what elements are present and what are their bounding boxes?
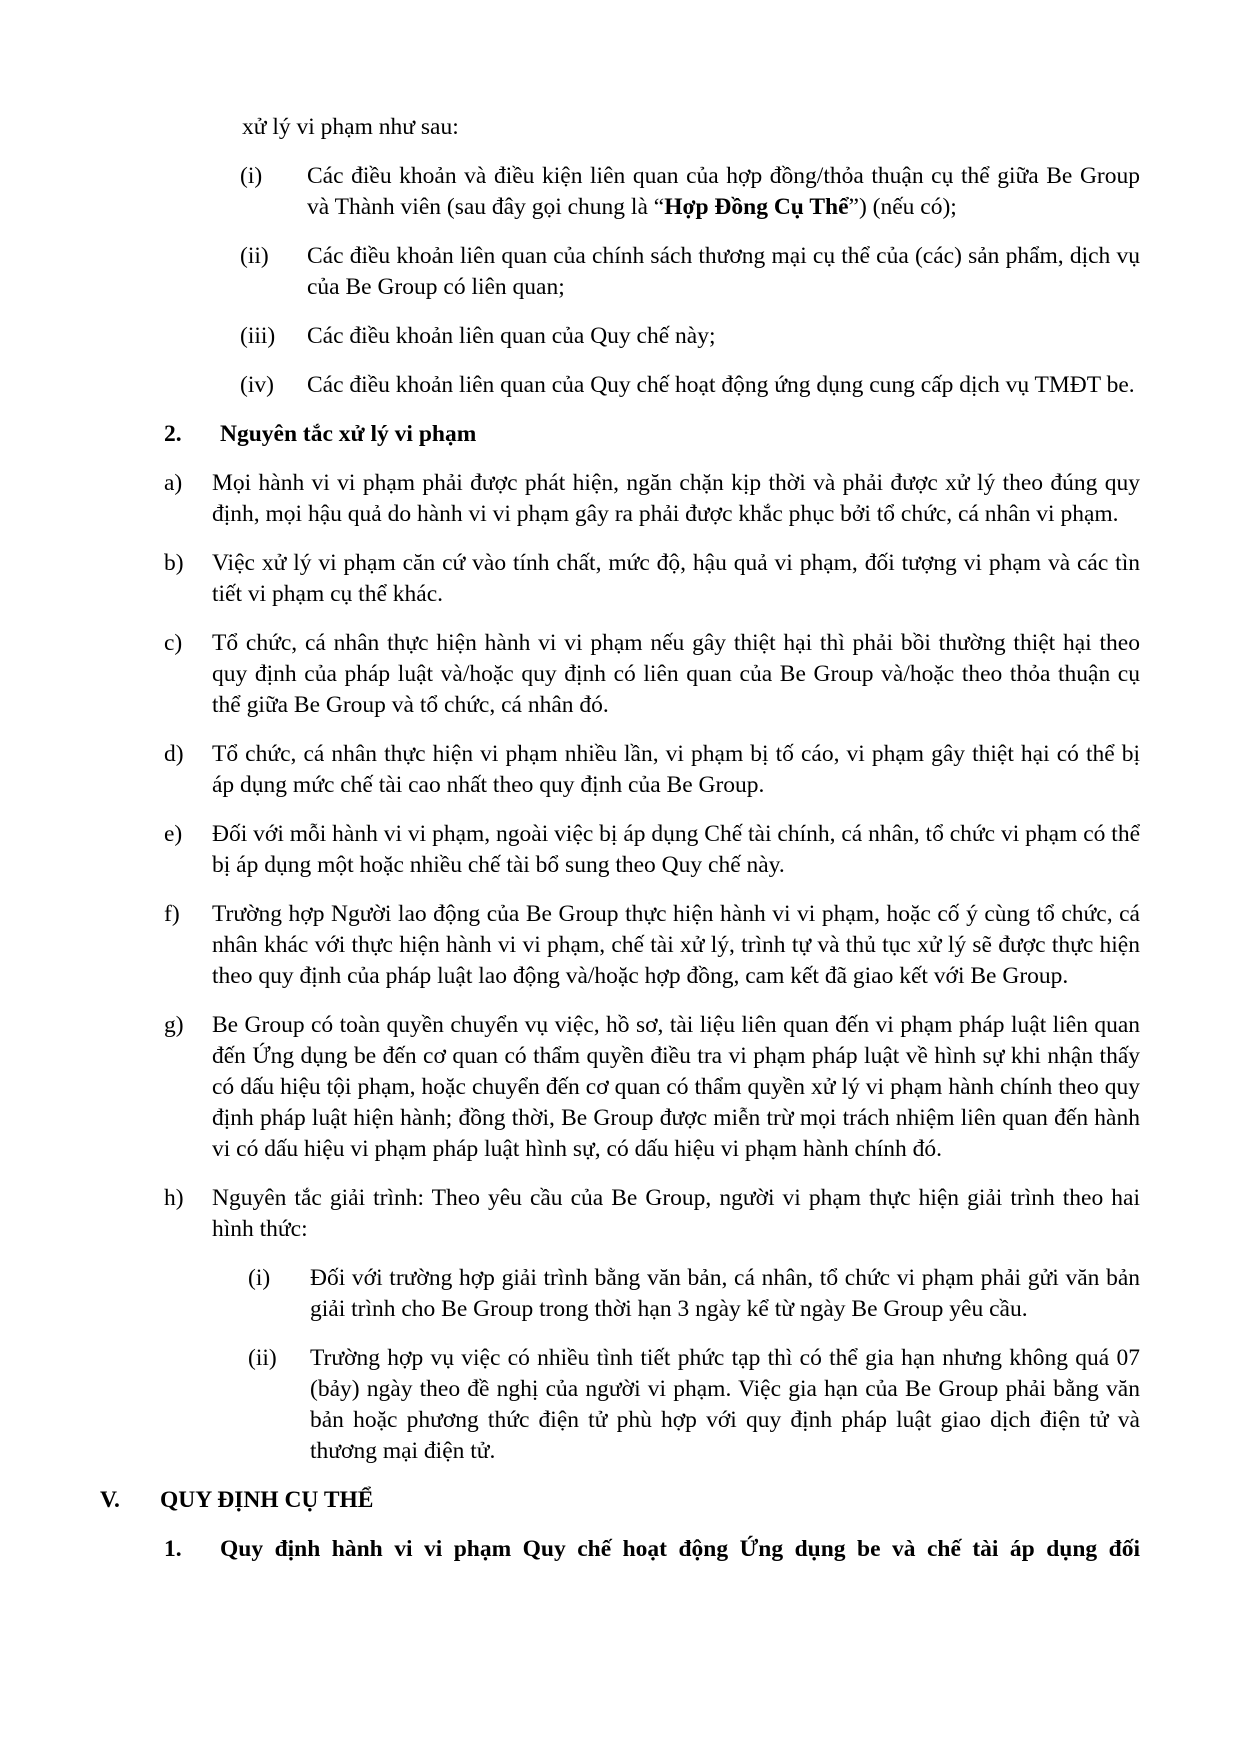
text-run: ”) (nếu có); [848,194,957,220]
item-marker: a) [164,470,183,496]
item-d [100,739,1140,801]
item-marker: (i) [248,1265,271,1291]
item-marker: (ii) [248,1345,277,1371]
text-run: Tổ chức, cá nhân thực hiện hành vi vi phạm nếu gây thiệt hại thì phải bồi thường thiệt hại theo quy định của pháp luật và/hoặc quy định có liên quan của Be Group và/hoặc theo thỏa thuận cụ thể giữa Be Group và tổ chức, cá nhân đó. [212,630,1140,718]
heading-v-quy-dinh-cu-the [100,1485,1140,1516]
item-h-sub-i [100,1263,1140,1325]
bold-text-run: QUY ĐỊNH CỤ THỂ [160,1487,374,1513]
paragraph-text [212,628,1140,721]
item-c [100,628,1140,721]
item-marker: (ii) [240,243,269,269]
paragraph-text [212,548,1140,610]
paragraph-text [242,112,1140,143]
paragraph-text [212,1010,1140,1165]
text-run: Đối với trường hợp giải trình bằng văn bản, cá nhân, tổ chức vi phạm phải gửi văn bản giải trình cho Be Group trong thời hạn 3 ngày kể từ ngày Be Group yêu cầu. [310,1265,1140,1322]
item-marker: V. [100,1487,120,1513]
paragraph-text [310,1263,1140,1325]
item-roman-ii [100,241,1140,303]
item-g [100,1010,1140,1165]
text-run: Các điều khoản liên quan của Quy chế hoạt động ứng dụng cung cấp dịch vụ TMĐT be. [307,372,1135,398]
item-e [100,819,1140,881]
text-run: Trường hợp Người lao động của Be Group thực hiện hành vi vi phạm, hoặc cố ý cùng tổ chức, cá nhân khác với thực hiện hành vi vi phạm, chế tài xử lý, trình tự và thủ tục xử lý sẽ được thực hiện theo quy định của pháp luật lao động và/hoặc hợp đồng, cam kết đã giao kết với Be Group. [212,901,1140,989]
paragraph-text [307,321,1140,352]
text-run: Việc xử lý vi phạm căn cứ vào tính chất, mức độ, hậu quả vi phạm, đối tượng vi phạm và các tìn tiết vi phạm cụ thể khác. [212,550,1140,607]
paragraph-text [212,1183,1140,1245]
item-a [100,468,1140,530]
item-b [100,548,1140,610]
item-roman-iii [100,321,1140,352]
bold-text-run: Hợp Đồng Cụ Thể [664,194,849,220]
item-f [100,899,1140,992]
item-marker: h) [164,1185,184,1211]
item-marker: b) [164,550,184,576]
item-roman-i [100,161,1140,223]
paragraph-text [307,161,1140,223]
item-h [100,1183,1140,1245]
paragraph-text [212,819,1140,881]
item-marker: 2. [164,421,182,447]
intro-continuation-paragraph [242,112,1140,143]
item-marker: g) [164,1012,184,1038]
item-marker: (i) [240,163,263,189]
heading-2-nguyen-tac-xu-ly-vi-pham [100,419,1140,450]
item-marker: (iv) [240,372,274,398]
text-run: Nguyên tắc giải trình: Theo yêu cầu của Be Group, người vi phạm thực hiện giải trình theo hai hình thức: [212,1185,1140,1242]
paragraph-text [220,1534,1140,1565]
text-run: Các điều khoản liên quan của chính sách thương mại cụ thể của (các) sản phẩm, dịch vụ của Be Group có liên quan; [307,243,1140,300]
paragraph-text [212,899,1140,992]
item-marker: e) [164,821,183,847]
paragraph-text [212,739,1140,801]
text-run: Trường hợp vụ việc có nhiều tình tiết phức tạp thì có thể gia hạn nhưng không quá 07 (bảy) ngày theo đề nghị của người vi phạm. Việc gia hạn của Be Group phải bằng văn bản hoặc phương thức điện tử phù hợp với quy định pháp luật giao dịch điện tử và thương mại điện tử. [310,1345,1140,1464]
text-run: Tổ chức, cá nhân thực hiện vi phạm nhiều lần, vi phạm bị tố cáo, vi phạm gây thiệt hại có thể bị áp dụng mức chế tài cao nhất theo quy định của Be Group. [212,741,1140,798]
paragraph-text [220,419,1140,450]
paragraph-text [307,370,1140,401]
item-h-sub-ii [100,1343,1140,1467]
text-run: Các điều khoản và điều kiện liên quan của hợp đồng/thỏa thuận cụ thể giữa Be Group và Thành viên (sau đây gọi chung là “ [307,163,1140,220]
item-marker: (iii) [240,323,276,349]
text-run: Các điều khoản liên quan của Quy chế này; [307,323,716,349]
paragraph-text [212,468,1140,530]
text-run: Be Group có toàn quyền chuyển vụ việc, hồ sơ, tài liệu liên quan đến vi phạm pháp luật liên quan đến Ứng dụng be đến cơ quan có thẩm quyền điều tra vi phạm pháp luật về hình sự khi nhận thấy có dấu hiệu tội phạm, hoặc chuyển đến cơ quan có thẩm quyền xử lý vi phạm hành chính theo quy định pháp luật hiện hành; đồng thời, Be Group được miễn trừ mọi trách nhiệm liên quan đến hành vi có dấu hiệu vi phạm pháp luật hình sự, có dấu hiệu vi phạm hành chính đó. [212,1012,1140,1162]
paragraph-text [307,241,1140,303]
item-marker: 1. [164,1536,182,1562]
item-marker: d) [164,741,184,767]
heading-1-quy-dinh-hanh-vi-vi-pham [100,1534,1140,1565]
bold-text-run: Quy định hành vi vi phạm Quy chế hoạt động Ứng dụng be và chế tài áp dụng đối [220,1536,1140,1562]
bold-text-run: Nguyên tắc xử lý vi phạm [220,421,477,447]
text-run: Đối với mỗi hành vi vi phạm, ngoài việc bị áp dụng Chế tài chính, cá nhân, tổ chức vi phạm có thể bị áp dụng một hoặc nhiều chế tài bổ sung theo Quy chế này. [212,821,1140,878]
text-run: Mọi hành vi vi phạm phải được phát hiện, ngăn chặn kịp thời và phải được xử lý theo đúng quy định, mọi hậu quả do hành vi vi phạm gây ra phải được khắc phục bởi tổ chức, cá nhân vi phạm. [212,470,1140,527]
document-body [100,112,1140,1565]
paragraph-text [310,1343,1140,1467]
paragraph-text [160,1485,1140,1516]
item-roman-iv [100,370,1140,401]
item-marker: f) [164,901,180,927]
text-run: xử lý vi phạm như sau: [242,114,459,140]
item-marker: c) [164,630,183,656]
